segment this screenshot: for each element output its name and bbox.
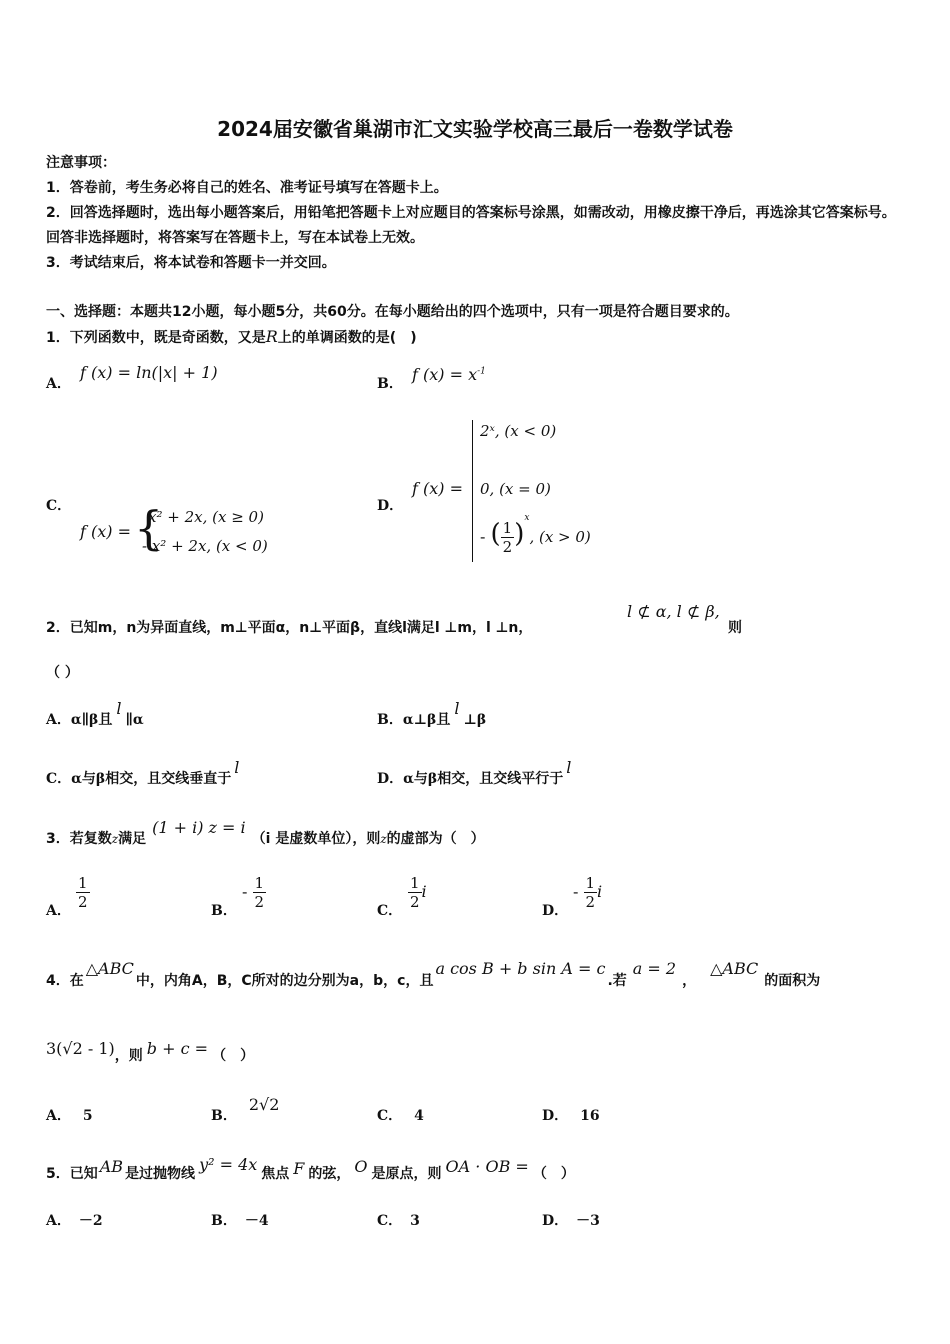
notice-item-1: 1．答卷前，考生务必将自己的姓名、准考证号填写在答题卡上。 xyxy=(46,180,448,196)
page-title: 2024届安徽省巢湖市汇文实验学校高三最后一卷数学试卷 xyxy=(217,117,733,141)
q3-option-b-value: - $\frac{1}{2}$ xyxy=(242,874,265,911)
q1-option-c-brace: { xyxy=(134,501,164,555)
q4-stem: 4．在△ABC中，内角A，B，C所对的边分别为a，b，c，且a cos B + b sin A = c.若a = 2，△ABC的面积为 xyxy=(46,959,821,989)
notice-item-3: 3．考试结束后，将本试卷和答题卡一并交回。 xyxy=(46,255,336,271)
q2-option-c: C．α与β相交，且交线垂直于l xyxy=(46,758,240,787)
q3-option-c-label: C． xyxy=(377,903,403,919)
q1-option-d-case3: - ( $\frac{1}{2}$ )$^x$, (x > 0) xyxy=(480,513,591,556)
q1-option-c-case2: - x² + 2x, (x < 0) xyxy=(142,537,268,555)
q3-option-c-value: $\frac{1}{2}$ i xyxy=(410,874,427,911)
q1-option-a-label: A． xyxy=(46,376,71,392)
q2-paren: （ ） xyxy=(46,665,79,681)
q3-stem: 3．若复数z满足(1 + i) z = i（i 是虚数单位），则z的虚部为（ ） xyxy=(46,818,485,847)
q2-option-d: D．α与β相交，且交线平行于l xyxy=(377,758,572,787)
q1-option-c-label: C． xyxy=(46,498,72,514)
q1-option-b-label: B． xyxy=(377,376,403,392)
notice-heading: 注意事项： xyxy=(46,155,116,171)
q1-option-d-brace xyxy=(472,420,479,562)
q5-option-a: A． －2 xyxy=(46,1213,103,1229)
q3-option-a-value: $\frac{1}{2}$ xyxy=(78,874,88,911)
q3-option-a-label: A． xyxy=(46,903,71,919)
notice-item-2: 2．回答选择题时，选出每小题答案后，用铅笔把答题卡上对应题目的答案标号涂黑，如需改动，用橡皮擦干净后，再选涂其它答案标号。回答非选择题时，将答案写在答题卡上，写在本试卷上无效。 xyxy=(46,205,896,246)
q1-option-d-lhs: f (x) = xyxy=(412,479,464,498)
q1-option-d-label: D． xyxy=(377,498,404,514)
q1-option-d-case2: 0, (x = 0) xyxy=(480,480,551,498)
q2-option-a: A．α∥β且l∥α xyxy=(46,699,144,728)
q3-option-d-label: D． xyxy=(542,903,569,919)
q2-stem-end: 则 xyxy=(728,620,742,636)
q5-stem: 5．已知 AB 是过抛物线 y² = 4x 焦点 F 的弦， O 是原点，则 OA · OB = （ ） xyxy=(46,1155,575,1182)
q4-option-d: D． 16 xyxy=(542,1108,600,1124)
q5-option-b: B． －4 xyxy=(211,1213,269,1229)
q4-option-a: A． 5 xyxy=(46,1108,93,1124)
q1-option-c-lhs: f (x) = xyxy=(80,522,132,541)
q1-option-d-case1: 2ˣ, (x < 0) xyxy=(480,422,557,440)
q2-stem: 2．已知m，n为异面直线，m⊥平面α，n⊥平面β，直线l满足l ⊥m，l ⊥n， xyxy=(46,620,533,636)
q1-option-a-expr: f (x) = ln(|x| + 1) xyxy=(80,363,218,382)
q1-option-b-expr: f $(x) = x^{-1}$ xyxy=(412,365,486,384)
q5-option-d: D． －3 xyxy=(542,1213,600,1229)
q4-stem-2: 3(√2 - 1)，则 b + c = （ ） xyxy=(46,1039,255,1064)
q2-option-b: B．α⊥β且l⊥β xyxy=(377,699,487,728)
q4-option-c: C． 4 xyxy=(377,1108,424,1124)
q1-stem: 1．下列函数中，既是奇函数，又是R上的单调函数的是( ) xyxy=(46,327,417,346)
q1-option-c-case1: x² + 2x, (x ≥ 0) xyxy=(148,508,264,526)
q3-option-d-value: - $\frac{1}{2}$ i xyxy=(573,874,603,911)
q5-option-c: C． 3 xyxy=(377,1213,420,1229)
q2-condition: l ⊄ α, l ⊄ β, xyxy=(627,602,720,621)
section-heading: 一、选择题：本题共12小题，每小题5分，共60分。在每小题给出的四个选项中，只有一项是符合题目要求的。 xyxy=(46,304,739,320)
q4-option-b: B．2√2 xyxy=(211,1095,280,1124)
q3-option-b-label: B． xyxy=(211,903,237,919)
